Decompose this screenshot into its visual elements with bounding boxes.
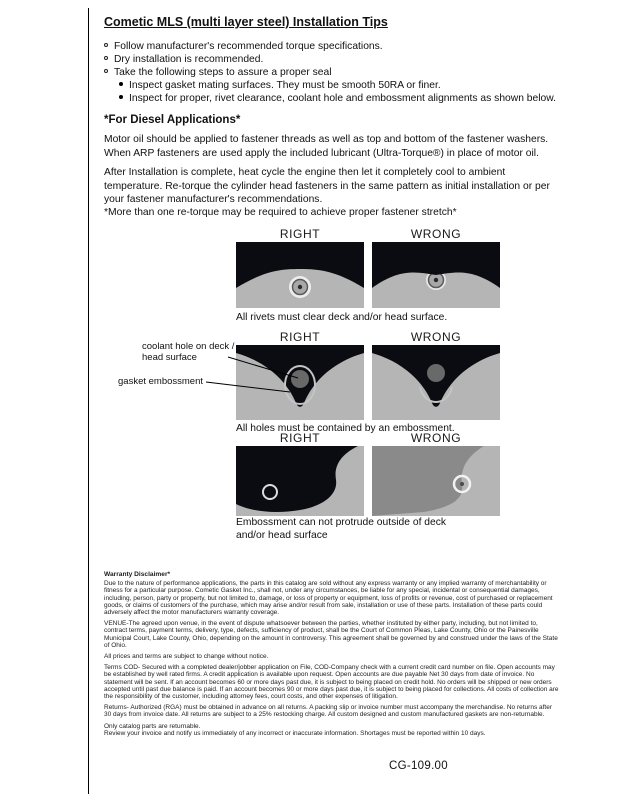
- tip-text: Inspect gasket mating surfaces. They must be smooth 50RA or finer.: [129, 80, 441, 91]
- wrong-header: WRONG: [410, 431, 462, 445]
- tip-text: Take the following steps to assure a proper seal: [114, 67, 332, 78]
- diesel-paragraph-2: After Installation is complete, heat cycle the engine then let it completely cool to ambient temperature. Re-torque the cylinder head fasteners in the same pattern as initial installation or per your fastener manufacturer's recommendations.: [104, 167, 550, 205]
- wrong-header: WRONG: [410, 330, 462, 344]
- page-title: Cometic MLS (multi layer steel) Installation Tips: [104, 15, 388, 29]
- tip-item: [104, 40, 383, 53]
- retorque-note: *More than one re-torque may be required to achieve proper fastener stretch*: [104, 207, 457, 218]
- tip-text: Follow manufacturer's recommended torque specifications.: [114, 41, 383, 52]
- filled-bullet-icon: [119, 95, 123, 99]
- tip-text: Dry installation is recommended.: [114, 54, 264, 65]
- legal-paragraph: Review your invoice and notify us immediately of any incorrect or inaccurate information. Shortages must be reported within 10 days.: [104, 729, 486, 737]
- legal-paragraph: All prices and terms are subject to change without notice.: [104, 653, 269, 661]
- protrusion-right-diagram: [236, 446, 364, 516]
- right-header: RIGHT: [279, 431, 321, 445]
- right-header: RIGHT: [279, 330, 321, 344]
- tip-item: [104, 66, 332, 79]
- diesel-paragraph-1: Motor oil should be applied to fastener threads as well as top and bottom of the fastener washers. When ARP fasteners are used apply the included lubricant (Ultra-Torque®) in place of motor oil.: [104, 134, 549, 159]
- filled-bullet-icon: [119, 82, 123, 86]
- open-bullet-icon: [104, 43, 108, 47]
- legal-block: [104, 571, 559, 737]
- tip-text: Inspect for proper, rivet clearance, coolant hole and embossment alignments as shown below.: [129, 93, 556, 104]
- rivet-clearance-wrong-diagram: [372, 242, 500, 308]
- legal-paragraph: Due to the nature of performance applications, the parts in this catalog are sold without any express warranty or any implied warranty of merchantability or fitness for a particular purpose. Cometic Gasket Inc., shall not, under any circumstances, be liable for any special, incidental or consequential damages, including, person, party or property, but not limited to, damage, or loss of property or equipment, loss of profits or revenue, cost of purchased or replacement goods, or claims of customers of the purchase, which may arise and/or result from sale, installation or use of these parts. Installation of these parts could adversely affect the motor manufacturers warranty coverage.: [104, 580, 553, 617]
- hole-embossment-wrong-diagram: [372, 345, 500, 420]
- rivet-clearance-right-diagram: [236, 242, 364, 308]
- legal-paragraph: Terms COD- Secured with a completed dealer/jobber application on File, COD-Company check with a current credit card number on file. Open accounts may be established by well rated firms. A credit application is available upon request. Open accounts are due payable Net 30 days from date of invoice. No statement will be sent. If an account becomes 60 or more days past due, it is subject to being placed on credit hold. No orders will be shipped or new orders accepted until past due balance is paid. If an account becomes 90 or more days past due, it is subject to being placed for collections. All costs of collection are the responsibility of the customer, including attorney fees, court costs, and other expenses of litigation.: [104, 664, 559, 701]
- legal-paragraph: Returns- Authorized (RGA) must be obtained in advance on all returns. A packing slip or invoice number must accompany the merchandise. No returns after 30 days from invoice date. All returns are subject to a 25% restocking charge. All custom designed and custom manufactured gaskets are non-returnable.: [104, 704, 553, 719]
- page-code: CG-109.00: [389, 760, 448, 772]
- row2-caption: All holes must be contained by an embossment.: [236, 423, 455, 434]
- warranty-disclaimer-heading: Warranty Disclaimer*: [104, 571, 171, 578]
- tip-subitem: [119, 79, 441, 92]
- right-header: RIGHT: [279, 227, 321, 241]
- tip-item: [104, 53, 263, 66]
- legal-paragraph: Only catalog parts are returnable.: [104, 722, 201, 730]
- protrusion-wrong-diagram: [372, 446, 500, 516]
- open-bullet-icon: [104, 56, 108, 60]
- row3-caption: Embossment can not protrude outside of deck and/or head surface: [236, 517, 447, 541]
- tip-subitem: [119, 92, 556, 105]
- row1-caption: All rivets must clear deck and/or head surface.: [236, 312, 448, 323]
- wrong-header: WRONG: [410, 227, 462, 241]
- legal-paragraph: VENUE-The agreed upon venue, in the event of dispute whatsoever between the parties, whether instituted by either party, including, but not limited to, contract terms, payment terms, delivery, type, defects, sufficiency of product, shall be the Court of Common Pleas, Lake County, Ohio or the Painesville Municipal Court, Lake County, Ohio, depending on the amount in controversy. This agreement shall be governed by and construed under the laws of the State of Ohio.: [104, 620, 558, 649]
- open-bullet-icon: [104, 69, 108, 73]
- diesel-heading: *For Diesel Applications*: [104, 114, 241, 126]
- left-margin-rule: [88, 8, 89, 794]
- gasket-embossment-callout: gasket embossment: [118, 376, 204, 387]
- hole-embossment-right-diagram: [236, 345, 364, 420]
- coolant-hole-callout: coolant hole on deck / head surface: [142, 341, 235, 363]
